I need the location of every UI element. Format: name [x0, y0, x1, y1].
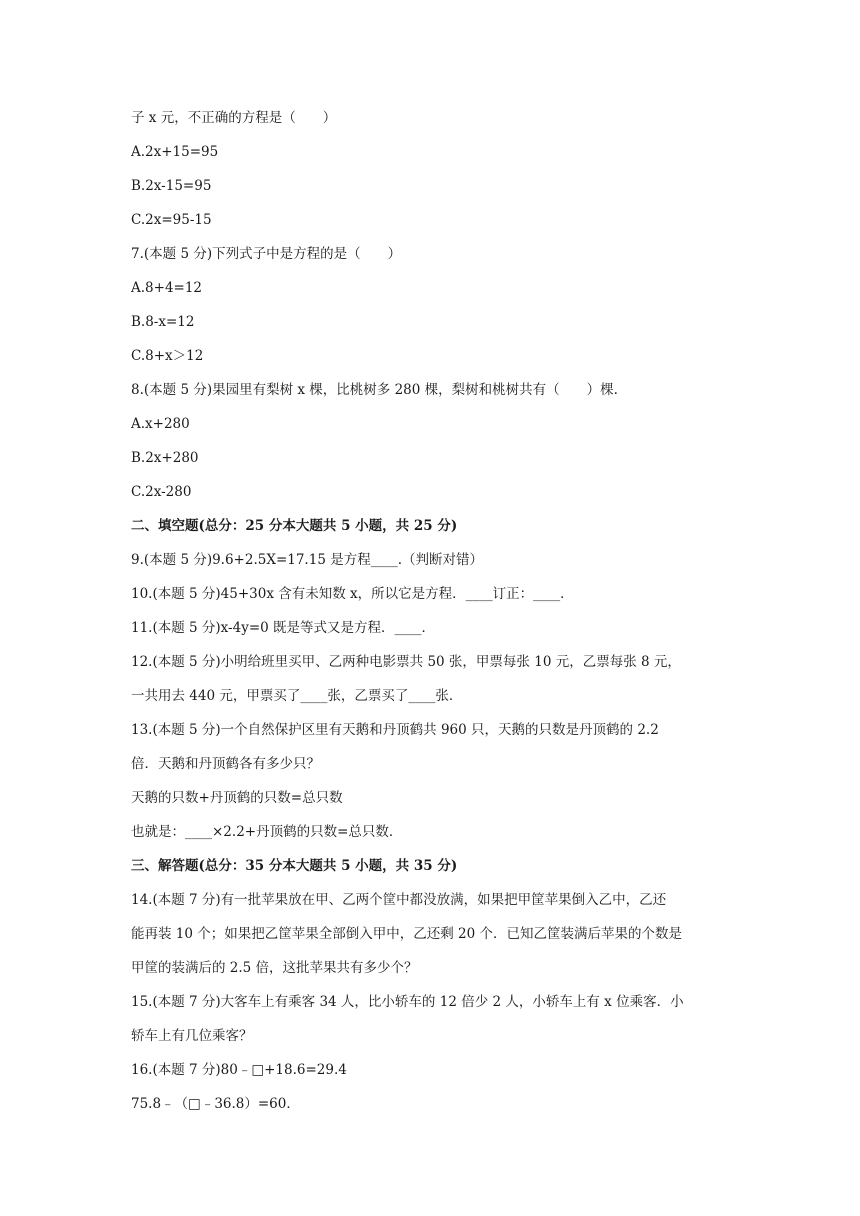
text-line: 16.(本题 7 分)80﹣□+18.6=29.4	[131, 1062, 347, 1078]
text-line: 倍．天鹅和丹顶鹤各有多少只？	[131, 756, 320, 772]
text-line: C.2x=95-15	[131, 212, 212, 228]
text-line: 子 x 元，不正确的方程是（ ）	[131, 110, 337, 126]
text-line: B.8-x=12	[131, 314, 195, 330]
text-line: 12.(本题 5 分)小明给班里买甲、乙两种电影票共 50 张，甲票每张 10 元，乙票每张 8 元，	[131, 654, 681, 670]
text-line: 7.(本题 5 分)下列式子中是方程的是（ ）	[131, 246, 402, 262]
section-heading: 三、解答题(总分：35 分本大题共 5 小题，共 35 分)	[131, 858, 458, 874]
text-line: 8.(本题 5 分)果园里有梨树 x 棵，比桃树多 280 棵，梨树和桃树共有（ ）棵.	[131, 382, 618, 398]
section-heading: 二、填空题(总分：25 分本大题共 5 小题，共 25 分)	[131, 518, 458, 534]
text-line: B.2x+280	[131, 450, 199, 466]
text-line: 一共用去 440 元，甲票买了____张，乙票买了____张．	[131, 688, 463, 704]
document-content	[131, 108, 751, 1128]
text-line: 10.(本题 5 分)45+30x 含有未知数 x，所以它是方程．____订正：____．	[131, 586, 574, 602]
text-line: 天鹅的只数+丹顶鹤的只数=总只数	[131, 790, 343, 806]
text-line: 15.(本题 7 分)大客车上有乘客 34 人，比小轿车的 12 倍少 2 人，小轿车上有 x 位乘客．小	[131, 994, 684, 1010]
text-line: 能再装 10 个；如果把乙筐苹果全部倒入甲中，乙还剩 20 个．已知乙筐装满后苹果的个数是	[131, 926, 683, 942]
text-line: A.2x+15=95	[131, 144, 219, 160]
text-line: 轿车上有几位乘客？	[131, 1028, 253, 1044]
text-line: 14.(本题 7 分)有一批苹果放在甲、乙两个筐中都没放满，如果把甲筐苹果倒入乙中，乙还	[131, 892, 667, 908]
text-line: 也就是：____×2.2+丹顶鹤的只数=总只数．	[131, 824, 403, 840]
text-line: 9.(本题 5 分)9.6+2.5X=17.15 是方程____.（判断对错）	[131, 552, 483, 568]
text-line: 13.(本题 5 分)一个自然保护区里有天鹅和丹顶鹤共 960 只，天鹅的只数是丹顶鹤的 2.2	[131, 722, 659, 738]
text-line: 75.8﹣（□﹣36.8）=60．	[131, 1096, 300, 1112]
text-line: A.x+280	[131, 416, 190, 432]
text-line: B.2x-15=95	[131, 178, 212, 194]
text-line: C.2x-280	[131, 484, 192, 500]
text-line: A.8+4=12	[131, 280, 203, 296]
text-line: 11.(本题 5 分)x-4y=0 既是等式又是方程．____．	[131, 620, 436, 636]
text-line: 甲筐的装满后的 2.5 倍，这批苹果共有多少个？	[131, 960, 418, 976]
text-line: C.8+x＞12	[131, 348, 204, 364]
